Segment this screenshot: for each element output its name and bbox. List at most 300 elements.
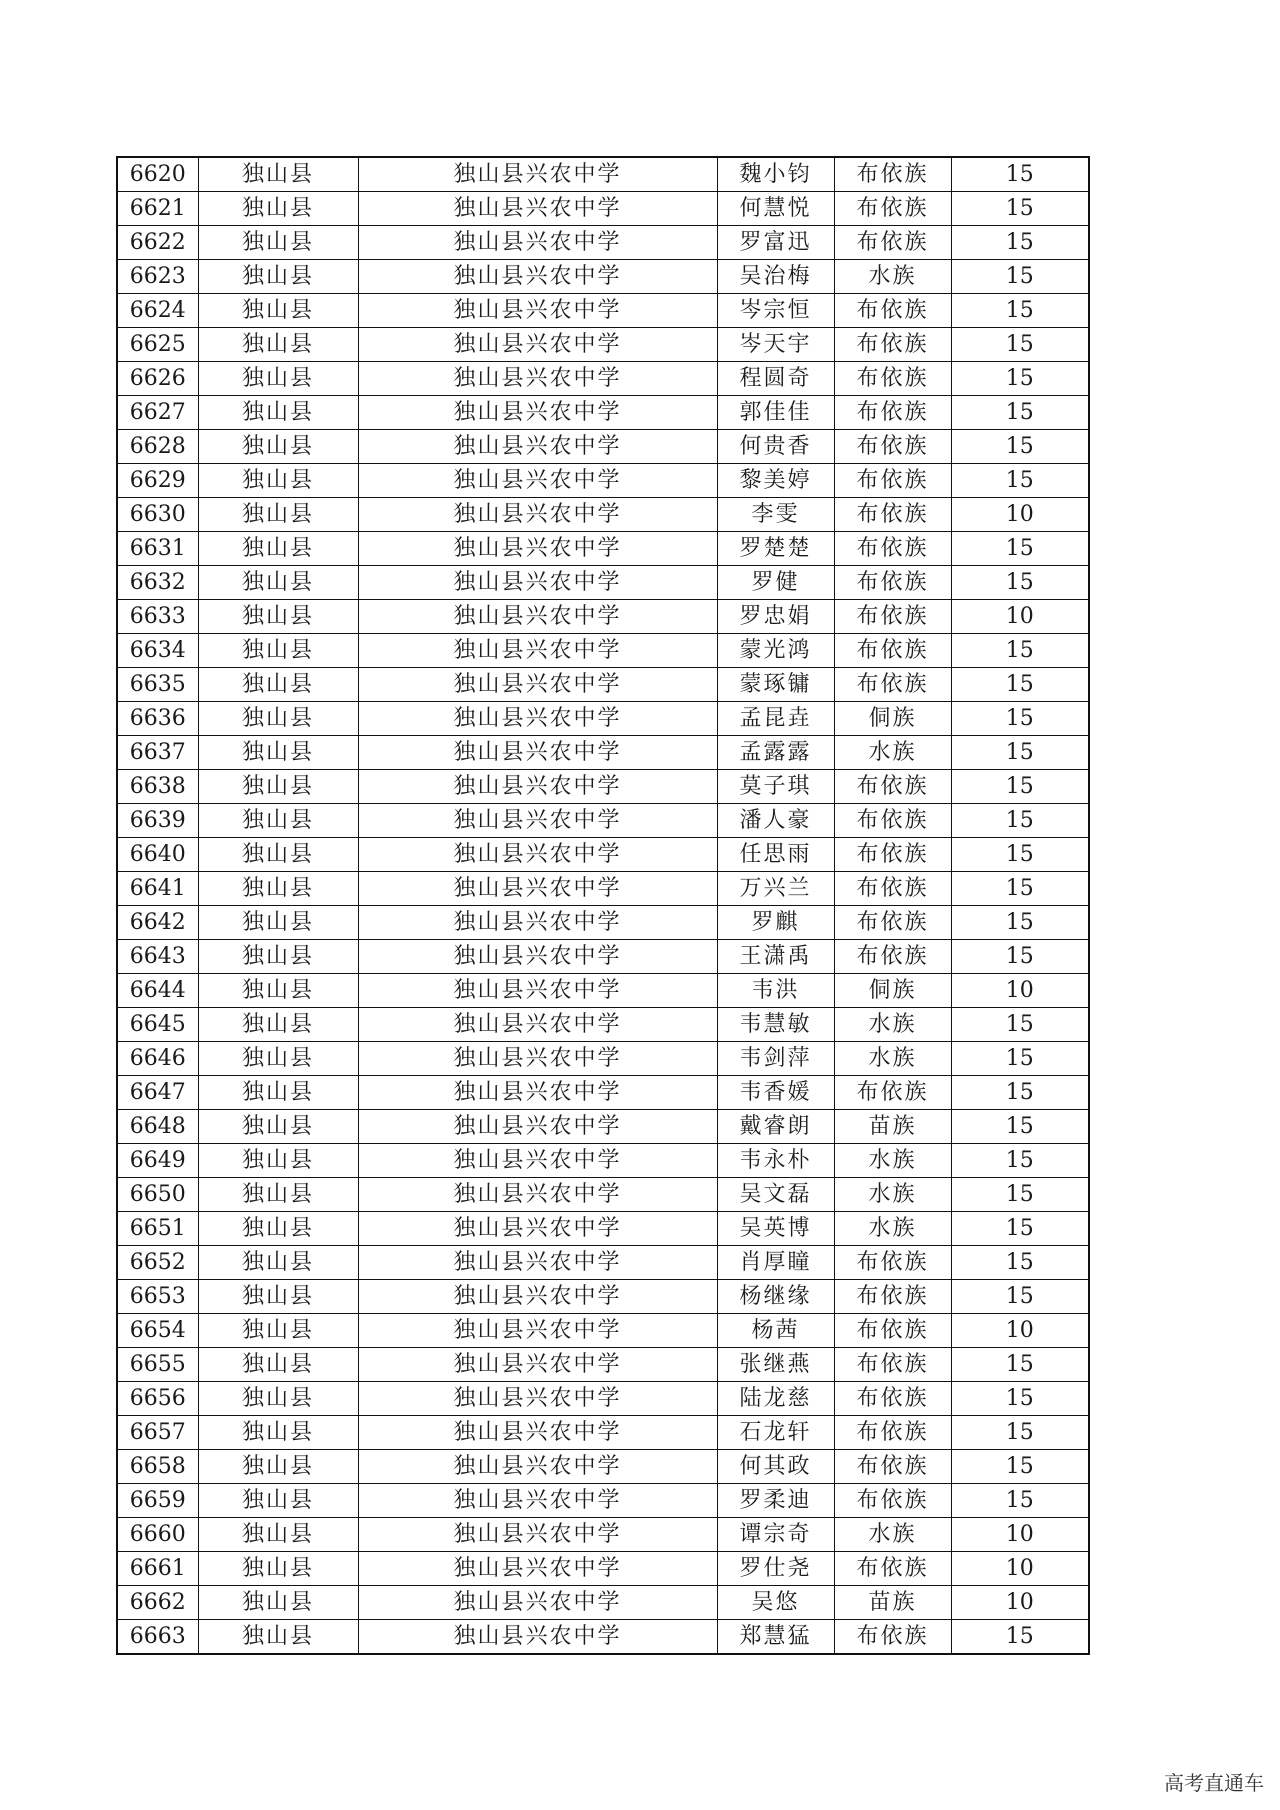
bonus-points-cell: 10 <box>951 974 1089 1008</box>
row-number-cell: 6629 <box>117 464 198 498</box>
bonus-points-cell: 15 <box>951 328 1089 362</box>
row-number-cell: 6659 <box>117 1484 198 1518</box>
table-row <box>117 600 1089 634</box>
ethnicity-cell: 布依族 <box>834 1314 951 1348</box>
ethnicity-cell: 水族 <box>834 1144 951 1178</box>
table-row <box>117 157 1089 192</box>
county-cell: 独山县 <box>198 1246 358 1280</box>
bonus-points-cell: 15 <box>951 430 1089 464</box>
bonus-points-cell: 15 <box>951 1382 1089 1416</box>
school-cell: 独山县兴农中学 <box>358 226 717 260</box>
row-number-cell: 6652 <box>117 1246 198 1280</box>
bonus-points-cell: 15 <box>951 634 1089 668</box>
ethnicity-cell: 布依族 <box>834 1552 951 1586</box>
ethnicity-cell: 布依族 <box>834 804 951 838</box>
table-row <box>117 872 1089 906</box>
bonus-points-cell: 15 <box>951 1246 1089 1280</box>
county-cell: 独山县 <box>198 1212 358 1246</box>
row-number-cell: 6657 <box>117 1416 198 1450</box>
row-number-cell: 6660 <box>117 1518 198 1552</box>
county-cell: 独山县 <box>198 1552 358 1586</box>
ethnicity-cell: 侗族 <box>834 702 951 736</box>
table-row <box>117 260 1089 294</box>
ethnicity-cell: 布依族 <box>834 668 951 702</box>
county-cell: 独山县 <box>198 157 358 192</box>
bonus-points-cell: 15 <box>951 906 1089 940</box>
ethnicity-cell: 布依族 <box>834 906 951 940</box>
school-cell: 独山县兴农中学 <box>358 1484 717 1518</box>
bonus-points-cell: 15 <box>951 464 1089 498</box>
county-cell: 独山县 <box>198 736 358 770</box>
table-row <box>117 498 1089 532</box>
student-name-cell: 谭宗奇 <box>717 1518 834 1552</box>
bonus-points-cell: 15 <box>951 294 1089 328</box>
ethnicity-cell: 布依族 <box>834 157 951 192</box>
bonus-points-cell: 10 <box>951 1314 1089 1348</box>
bonus-points-cell: 10 <box>951 1552 1089 1586</box>
school-cell: 独山县兴农中学 <box>358 1314 717 1348</box>
bonus-points-cell: 15 <box>951 702 1089 736</box>
table-row <box>117 1076 1089 1110</box>
ethnicity-cell: 布依族 <box>834 1382 951 1416</box>
county-cell: 独山县 <box>198 1518 358 1552</box>
bonus-points-cell: 15 <box>951 668 1089 702</box>
bonus-points-cell: 10 <box>951 1586 1089 1620</box>
table-row <box>117 804 1089 838</box>
county-cell: 独山县 <box>198 430 358 464</box>
table-row <box>117 566 1089 600</box>
county-cell: 独山县 <box>198 464 358 498</box>
school-cell: 独山县兴农中学 <box>358 498 717 532</box>
school-cell: 独山县兴农中学 <box>358 1586 717 1620</box>
row-number-cell: 6637 <box>117 736 198 770</box>
table-row <box>117 1246 1089 1280</box>
bonus-points-cell: 15 <box>951 872 1089 906</box>
table-row <box>117 328 1089 362</box>
row-number-cell: 6627 <box>117 396 198 430</box>
county-cell: 独山县 <box>198 1450 358 1484</box>
table-row <box>117 838 1089 872</box>
row-number-cell: 6663 <box>117 1620 198 1655</box>
ethnicity-cell: 布依族 <box>834 328 951 362</box>
student-name-cell: 潘人豪 <box>717 804 834 838</box>
bonus-points-cell: 15 <box>951 1484 1089 1518</box>
ethnicity-cell: 布依族 <box>834 770 951 804</box>
table-row <box>117 1586 1089 1620</box>
student-name-cell: 韦剑萍 <box>717 1042 834 1076</box>
bonus-points-cell: 15 <box>951 566 1089 600</box>
row-number-cell: 6651 <box>117 1212 198 1246</box>
school-cell: 独山县兴农中学 <box>358 668 717 702</box>
ethnicity-cell: 布依族 <box>834 634 951 668</box>
row-number-cell: 6661 <box>117 1552 198 1586</box>
student-name-cell: 韦香媛 <box>717 1076 834 1110</box>
table-row <box>117 1178 1089 1212</box>
ethnicity-cell: 苗族 <box>834 1110 951 1144</box>
bonus-points-cell: 15 <box>951 1348 1089 1382</box>
school-cell: 独山县兴农中学 <box>358 838 717 872</box>
row-number-cell: 6625 <box>117 328 198 362</box>
ethnicity-cell: 布依族 <box>834 1246 951 1280</box>
student-name-cell: 蒙光鸿 <box>717 634 834 668</box>
county-cell: 独山县 <box>198 872 358 906</box>
county-cell: 独山县 <box>198 1042 358 1076</box>
school-cell: 独山县兴农中学 <box>358 1110 717 1144</box>
school-cell: 独山县兴农中学 <box>358 1042 717 1076</box>
ethnicity-cell: 布依族 <box>834 1348 951 1382</box>
table-row <box>117 940 1089 974</box>
row-number-cell: 6650 <box>117 1178 198 1212</box>
bonus-points-cell: 15 <box>951 1042 1089 1076</box>
bonus-points-cell: 15 <box>951 1144 1089 1178</box>
school-cell: 独山县兴农中学 <box>358 1144 717 1178</box>
student-name-cell: 韦慧敏 <box>717 1008 834 1042</box>
county-cell: 独山县 <box>198 940 358 974</box>
table-row <box>117 668 1089 702</box>
ethnicity-cell: 布依族 <box>834 532 951 566</box>
ethnicity-cell: 布依族 <box>834 226 951 260</box>
table-row <box>117 974 1089 1008</box>
row-number-cell: 6621 <box>117 192 198 226</box>
row-number-cell: 6656 <box>117 1382 198 1416</box>
student-name-cell: 王潇禹 <box>717 940 834 974</box>
row-number-cell: 6623 <box>117 260 198 294</box>
school-cell: 独山县兴农中学 <box>358 294 717 328</box>
bonus-points-cell: 15 <box>951 770 1089 804</box>
table-row <box>117 226 1089 260</box>
county-cell: 独山县 <box>198 260 358 294</box>
county-cell: 独山县 <box>198 634 358 668</box>
table-row <box>117 362 1089 396</box>
school-cell: 独山县兴农中学 <box>358 1450 717 1484</box>
student-name-cell: 魏小钧 <box>717 157 834 192</box>
ethnicity-cell: 布依族 <box>834 498 951 532</box>
roster-sheet <box>116 156 1088 1655</box>
row-number-cell: 6620 <box>117 157 198 192</box>
table-row <box>117 1042 1089 1076</box>
school-cell: 独山县兴农中学 <box>358 600 717 634</box>
table-row <box>117 1212 1089 1246</box>
student-name-cell: 万兴兰 <box>717 872 834 906</box>
county-cell: 独山县 <box>198 1586 358 1620</box>
county-cell: 独山县 <box>198 294 358 328</box>
bonus-points-cell: 15 <box>951 1280 1089 1314</box>
student-name-cell: 李雯 <box>717 498 834 532</box>
school-cell: 独山县兴农中学 <box>358 1620 717 1655</box>
ethnicity-cell: 布依族 <box>834 838 951 872</box>
table-row <box>117 1552 1089 1586</box>
ethnicity-cell: 布依族 <box>834 1076 951 1110</box>
school-cell: 独山县兴农中学 <box>358 804 717 838</box>
student-name-cell: 罗仕尧 <box>717 1552 834 1586</box>
table-row <box>117 906 1089 940</box>
row-number-cell: 6633 <box>117 600 198 634</box>
ethnicity-cell: 水族 <box>834 1178 951 1212</box>
school-cell: 独山县兴农中学 <box>358 872 717 906</box>
ethnicity-cell: 布依族 <box>834 396 951 430</box>
bonus-points-cell: 10 <box>951 1518 1089 1552</box>
county-cell: 独山县 <box>198 532 358 566</box>
county-cell: 独山县 <box>198 566 358 600</box>
row-number-cell: 6641 <box>117 872 198 906</box>
bonus-points-cell: 15 <box>951 1178 1089 1212</box>
student-name-cell: 韦洪 <box>717 974 834 1008</box>
row-number-cell: 6640 <box>117 838 198 872</box>
county-cell: 独山县 <box>198 1620 358 1655</box>
school-cell: 独山县兴农中学 <box>358 1348 717 1382</box>
row-number-cell: 6630 <box>117 498 198 532</box>
student-name-cell: 罗富迅 <box>717 226 834 260</box>
school-cell: 独山县兴农中学 <box>358 532 717 566</box>
county-cell: 独山县 <box>198 1348 358 1382</box>
row-number-cell: 6643 <box>117 940 198 974</box>
county-cell: 独山县 <box>198 974 358 1008</box>
row-number-cell: 6647 <box>117 1076 198 1110</box>
school-cell: 独山县兴农中学 <box>358 1076 717 1110</box>
student-name-cell: 何慧悦 <box>717 192 834 226</box>
student-name-cell: 程圆奇 <box>717 362 834 396</box>
ethnicity-cell: 布依族 <box>834 294 951 328</box>
row-number-cell: 6635 <box>117 668 198 702</box>
table-row <box>117 1348 1089 1382</box>
table-row <box>117 1280 1089 1314</box>
student-name-cell: 孟昆垚 <box>717 702 834 736</box>
table-row <box>117 294 1089 328</box>
county-cell: 独山县 <box>198 1110 358 1144</box>
bonus-points-cell: 15 <box>951 260 1089 294</box>
roster-table-body <box>117 157 1089 1654</box>
school-cell: 独山县兴农中学 <box>358 396 717 430</box>
county-cell: 独山县 <box>198 498 358 532</box>
row-number-cell: 6639 <box>117 804 198 838</box>
table-row <box>117 532 1089 566</box>
row-number-cell: 6662 <box>117 1586 198 1620</box>
bonus-points-cell: 15 <box>951 396 1089 430</box>
bonus-points-cell: 15 <box>951 736 1089 770</box>
school-cell: 独山县兴农中学 <box>358 736 717 770</box>
bonus-points-cell: 15 <box>951 1076 1089 1110</box>
row-number-cell: 6646 <box>117 1042 198 1076</box>
county-cell: 独山县 <box>198 192 358 226</box>
row-number-cell: 6636 <box>117 702 198 736</box>
school-cell: 独山县兴农中学 <box>358 906 717 940</box>
student-name-cell: 何其政 <box>717 1450 834 1484</box>
table-row <box>117 430 1089 464</box>
bonus-points-cell: 15 <box>951 192 1089 226</box>
bonus-points-cell: 10 <box>951 600 1089 634</box>
table-row <box>117 1518 1089 1552</box>
student-name-cell: 杨继缘 <box>717 1280 834 1314</box>
county-cell: 独山县 <box>198 668 358 702</box>
table-row <box>117 1110 1089 1144</box>
row-number-cell: 6631 <box>117 532 198 566</box>
county-cell: 独山县 <box>198 1008 358 1042</box>
county-cell: 独山县 <box>198 226 358 260</box>
row-number-cell: 6645 <box>117 1008 198 1042</box>
row-number-cell: 6638 <box>117 770 198 804</box>
bonus-points-cell: 15 <box>951 838 1089 872</box>
ethnicity-cell: 水族 <box>834 260 951 294</box>
student-name-cell: 郑慧猛 <box>717 1620 834 1655</box>
student-name-cell: 吴文磊 <box>717 1178 834 1212</box>
ethnicity-cell: 布依族 <box>834 1620 951 1655</box>
ethnicity-cell: 布依族 <box>834 600 951 634</box>
row-number-cell: 6642 <box>117 906 198 940</box>
county-cell: 独山县 <box>198 362 358 396</box>
ethnicity-cell: 侗族 <box>834 974 951 1008</box>
school-cell: 独山县兴农中学 <box>358 1280 717 1314</box>
bonus-points-cell: 15 <box>951 1110 1089 1144</box>
student-name-cell: 陆龙慈 <box>717 1382 834 1416</box>
county-cell: 独山县 <box>198 804 358 838</box>
student-name-cell: 蒙琢镛 <box>717 668 834 702</box>
table-row <box>117 1144 1089 1178</box>
roster-table <box>116 156 1090 1655</box>
ethnicity-cell: 布依族 <box>834 940 951 974</box>
county-cell: 独山县 <box>198 770 358 804</box>
county-cell: 独山县 <box>198 1416 358 1450</box>
school-cell: 独山县兴农中学 <box>358 1518 717 1552</box>
school-cell: 独山县兴农中学 <box>358 1212 717 1246</box>
school-cell: 独山县兴农中学 <box>358 702 717 736</box>
school-cell: 独山县兴农中学 <box>358 1382 717 1416</box>
student-name-cell: 戴睿朗 <box>717 1110 834 1144</box>
school-cell: 独山县兴农中学 <box>358 634 717 668</box>
row-number-cell: 6648 <box>117 1110 198 1144</box>
row-number-cell: 6644 <box>117 974 198 1008</box>
row-number-cell: 6658 <box>117 1450 198 1484</box>
row-number-cell: 6628 <box>117 430 198 464</box>
table-row <box>117 1314 1089 1348</box>
student-name-cell: 黎美婷 <box>717 464 834 498</box>
school-cell: 独山县兴农中学 <box>358 1246 717 1280</box>
ethnicity-cell: 布依族 <box>834 430 951 464</box>
bonus-points-cell: 15 <box>951 1620 1089 1655</box>
county-cell: 独山县 <box>198 1144 358 1178</box>
school-cell: 独山县兴农中学 <box>358 566 717 600</box>
row-number-cell: 6632 <box>117 566 198 600</box>
table-row <box>117 192 1089 226</box>
row-number-cell: 6653 <box>117 1280 198 1314</box>
county-cell: 独山县 <box>198 906 358 940</box>
county-cell: 独山县 <box>198 396 358 430</box>
school-cell: 独山县兴农中学 <box>358 940 717 974</box>
ethnicity-cell: 布依族 <box>834 192 951 226</box>
student-name-cell: 吴悠 <box>717 1586 834 1620</box>
watermark-text: 高考直通车 <box>1164 1771 1264 1795</box>
county-cell: 独山县 <box>198 1484 358 1518</box>
table-row <box>117 1620 1089 1655</box>
table-row <box>117 396 1089 430</box>
table-row <box>117 634 1089 668</box>
table-row <box>117 1484 1089 1518</box>
county-cell: 独山县 <box>198 1280 358 1314</box>
table-row <box>117 770 1089 804</box>
school-cell: 独山县兴农中学 <box>358 1178 717 1212</box>
county-cell: 独山县 <box>198 1076 358 1110</box>
row-number-cell: 6649 <box>117 1144 198 1178</box>
student-name-cell: 莫子琪 <box>717 770 834 804</box>
row-number-cell: 6622 <box>117 226 198 260</box>
bonus-points-cell: 15 <box>951 1212 1089 1246</box>
county-cell: 独山县 <box>198 702 358 736</box>
table-row <box>117 702 1089 736</box>
student-name-cell: 任思雨 <box>717 838 834 872</box>
county-cell: 独山县 <box>198 1314 358 1348</box>
student-name-cell: 吴英博 <box>717 1212 834 1246</box>
row-number-cell: 6654 <box>117 1314 198 1348</box>
bonus-points-cell: 15 <box>951 157 1089 192</box>
student-name-cell: 罗麒 <box>717 906 834 940</box>
student-name-cell: 岑天宇 <box>717 328 834 362</box>
student-name-cell: 杨茜 <box>717 1314 834 1348</box>
school-cell: 独山县兴农中学 <box>358 157 717 192</box>
ethnicity-cell: 水族 <box>834 1042 951 1076</box>
ethnicity-cell: 布依族 <box>834 566 951 600</box>
county-cell: 独山县 <box>198 328 358 362</box>
school-cell: 独山县兴农中学 <box>358 260 717 294</box>
school-cell: 独山县兴农中学 <box>358 1416 717 1450</box>
student-name-cell: 张继燕 <box>717 1348 834 1382</box>
ethnicity-cell: 布依族 <box>834 362 951 396</box>
table-row <box>117 1450 1089 1484</box>
ethnicity-cell: 水族 <box>834 1518 951 1552</box>
table-row <box>117 464 1089 498</box>
school-cell: 独山县兴农中学 <box>358 328 717 362</box>
student-name-cell: 何贵香 <box>717 430 834 464</box>
school-cell: 独山县兴农中学 <box>358 430 717 464</box>
bonus-points-cell: 10 <box>951 498 1089 532</box>
row-number-cell: 6624 <box>117 294 198 328</box>
ethnicity-cell: 布依族 <box>834 1450 951 1484</box>
row-number-cell: 6626 <box>117 362 198 396</box>
table-row <box>117 1416 1089 1450</box>
bonus-points-cell: 15 <box>951 940 1089 974</box>
bonus-points-cell: 15 <box>951 804 1089 838</box>
bonus-points-cell: 15 <box>951 362 1089 396</box>
ethnicity-cell: 水族 <box>834 1008 951 1042</box>
row-number-cell: 6655 <box>117 1348 198 1382</box>
county-cell: 独山县 <box>198 600 358 634</box>
school-cell: 独山县兴农中学 <box>358 362 717 396</box>
county-cell: 独山县 <box>198 1382 358 1416</box>
ethnicity-cell: 水族 <box>834 1212 951 1246</box>
bonus-points-cell: 15 <box>951 226 1089 260</box>
student-name-cell: 岑宗恒 <box>717 294 834 328</box>
ethnicity-cell: 布依族 <box>834 1280 951 1314</box>
row-number-cell: 6634 <box>117 634 198 668</box>
bonus-points-cell: 15 <box>951 1008 1089 1042</box>
student-name-cell: 孟露露 <box>717 736 834 770</box>
school-cell: 独山县兴农中学 <box>358 1552 717 1586</box>
school-cell: 独山县兴农中学 <box>358 464 717 498</box>
ethnicity-cell: 水族 <box>834 736 951 770</box>
school-cell: 独山县兴农中学 <box>358 192 717 226</box>
table-row <box>117 1382 1089 1416</box>
student-name-cell: 郭佳佳 <box>717 396 834 430</box>
county-cell: 独山县 <box>198 838 358 872</box>
school-cell: 独山县兴农中学 <box>358 770 717 804</box>
ethnicity-cell: 布依族 <box>834 1416 951 1450</box>
bonus-points-cell: 15 <box>951 532 1089 566</box>
student-name-cell: 罗忠娟 <box>717 600 834 634</box>
ethnicity-cell: 布依族 <box>834 464 951 498</box>
student-name-cell: 吴治梅 <box>717 260 834 294</box>
student-name-cell: 韦永朴 <box>717 1144 834 1178</box>
table-row <box>117 736 1089 770</box>
bonus-points-cell: 15 <box>951 1416 1089 1450</box>
ethnicity-cell: 布依族 <box>834 872 951 906</box>
